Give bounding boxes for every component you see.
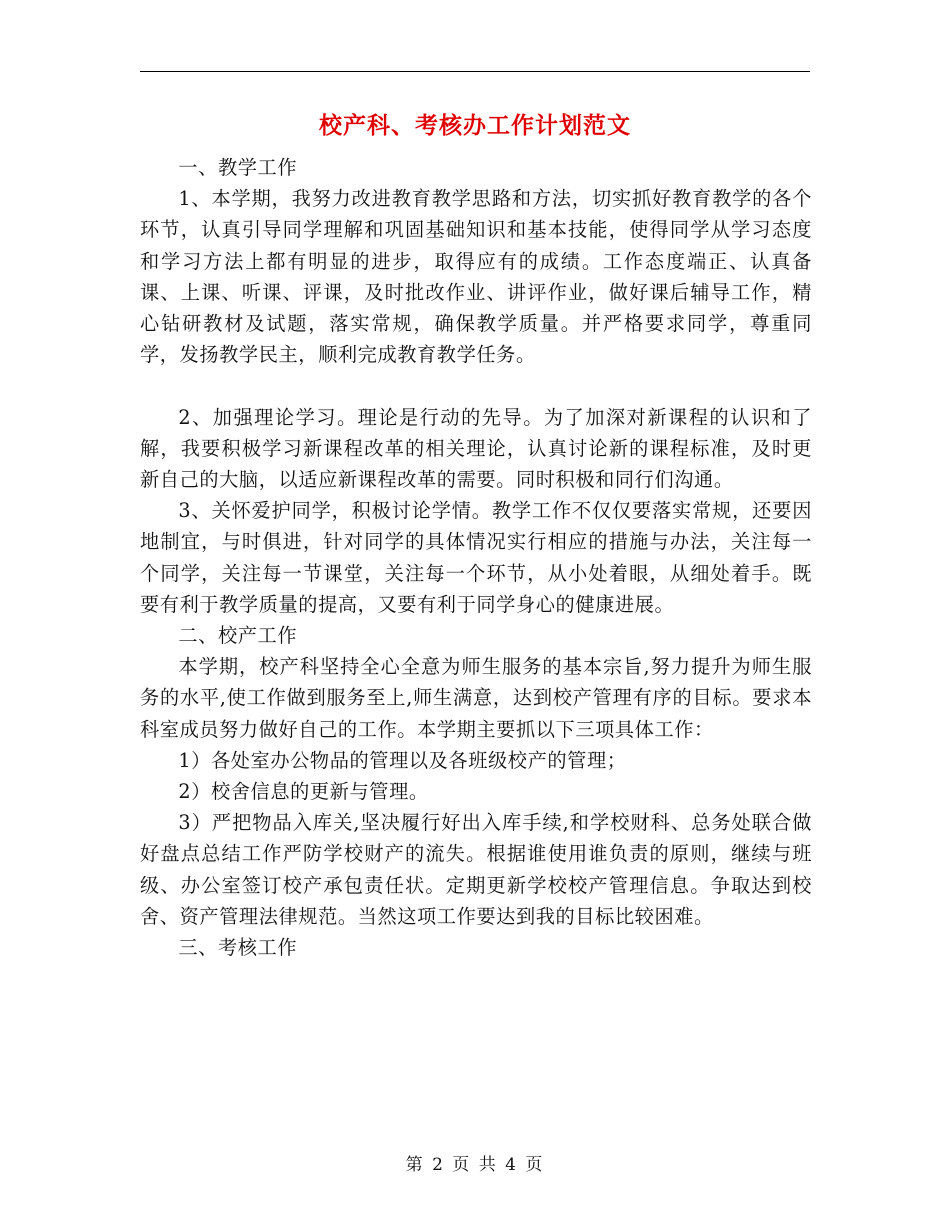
paragraph-assets-item-3: 3）严把物品入库关,坚决履行好出入库手续,和学校财科、总务处联合做好盘点总结工作严防学校财产的流失。根据谁使用谁负责的原则，继续与班级、办公室签订校产承包责任状。定期更新学校校产管理信息。争取达到校舍、资产管理法律规范。当然这项工作要达到我的目标比较困难。 [140, 811, 812, 928]
paragraph-teaching-2: 2、加强理论学习。理论是行动的先导。为了加深对新课程的认识和了解，我要积极学习新课程改革的相关理论，认真讨论新的课程标准，及时更新自己的大脑，以适应新课程改革的需要。同时积极和同行们沟通。 [140, 405, 812, 492]
document-body [140, 152, 812, 963]
header-rule [140, 71, 810, 72]
paragraph-teaching-1: 1、本学期，我努力改进教育教学思路和方法，切实抓好教育教学的各个环节，认真引导同学理解和巩固基础知识和基本技能，使得同学从学习态度和学习方法上都有明显的进步，取得应有的成绩。工作态度端正、认真备课、上课、听课、评课，及时批改作业、讲评作业，做好课后辅导工作，精心钻研教材及试题，落实常规，确保教学质量。并严格要求同学，尊重同学，发扬教学民主，顺利完成教育教学任务。 [140, 187, 812, 367]
paragraph-assets-item-2: 2）校舍信息的更新与管理。 [178, 780, 429, 804]
section-heading-teaching: 一、教学工作 [178, 156, 298, 179]
paragraph-spacer [140, 370, 812, 401]
section-heading-assessment: 三、考核工作 [178, 936, 298, 960]
paragraph-assets-item-1: 1）各处室办公物品的管理以及各班级校产的管理； [178, 748, 627, 772]
paragraph-assets-intro: 本学期，校产科坚持全心全意为师生服务的基本宗旨,努力提升为师生服务的水平,使工作做到服务至上,师生满意，达到校产管理有序的目标。要求本科室成员努力做好自己的工作。本学期主要抓以下三项具体工作： [140, 655, 812, 741]
document-title: 校产科、考核办工作计划范文 [319, 112, 631, 139]
page-number-footer: 第 2 页 共 4 页 [405, 1155, 545, 1175]
section-heading-assets: 二、校产工作 [178, 624, 298, 648]
paragraph-teaching-3: 3、关怀爱护同学，积极讨论学情。教学工作不仅仅要落实常规，还要因地制宜，与时俱进，针对同学的具体情况实行相应的措施与办法，关注每一个同学，关注每一节课堂，关注每一个环节，从小处着眼，从细处着手。既要有利于教学质量的提高，又要有利于同学身心的健康进展。 [140, 499, 812, 616]
